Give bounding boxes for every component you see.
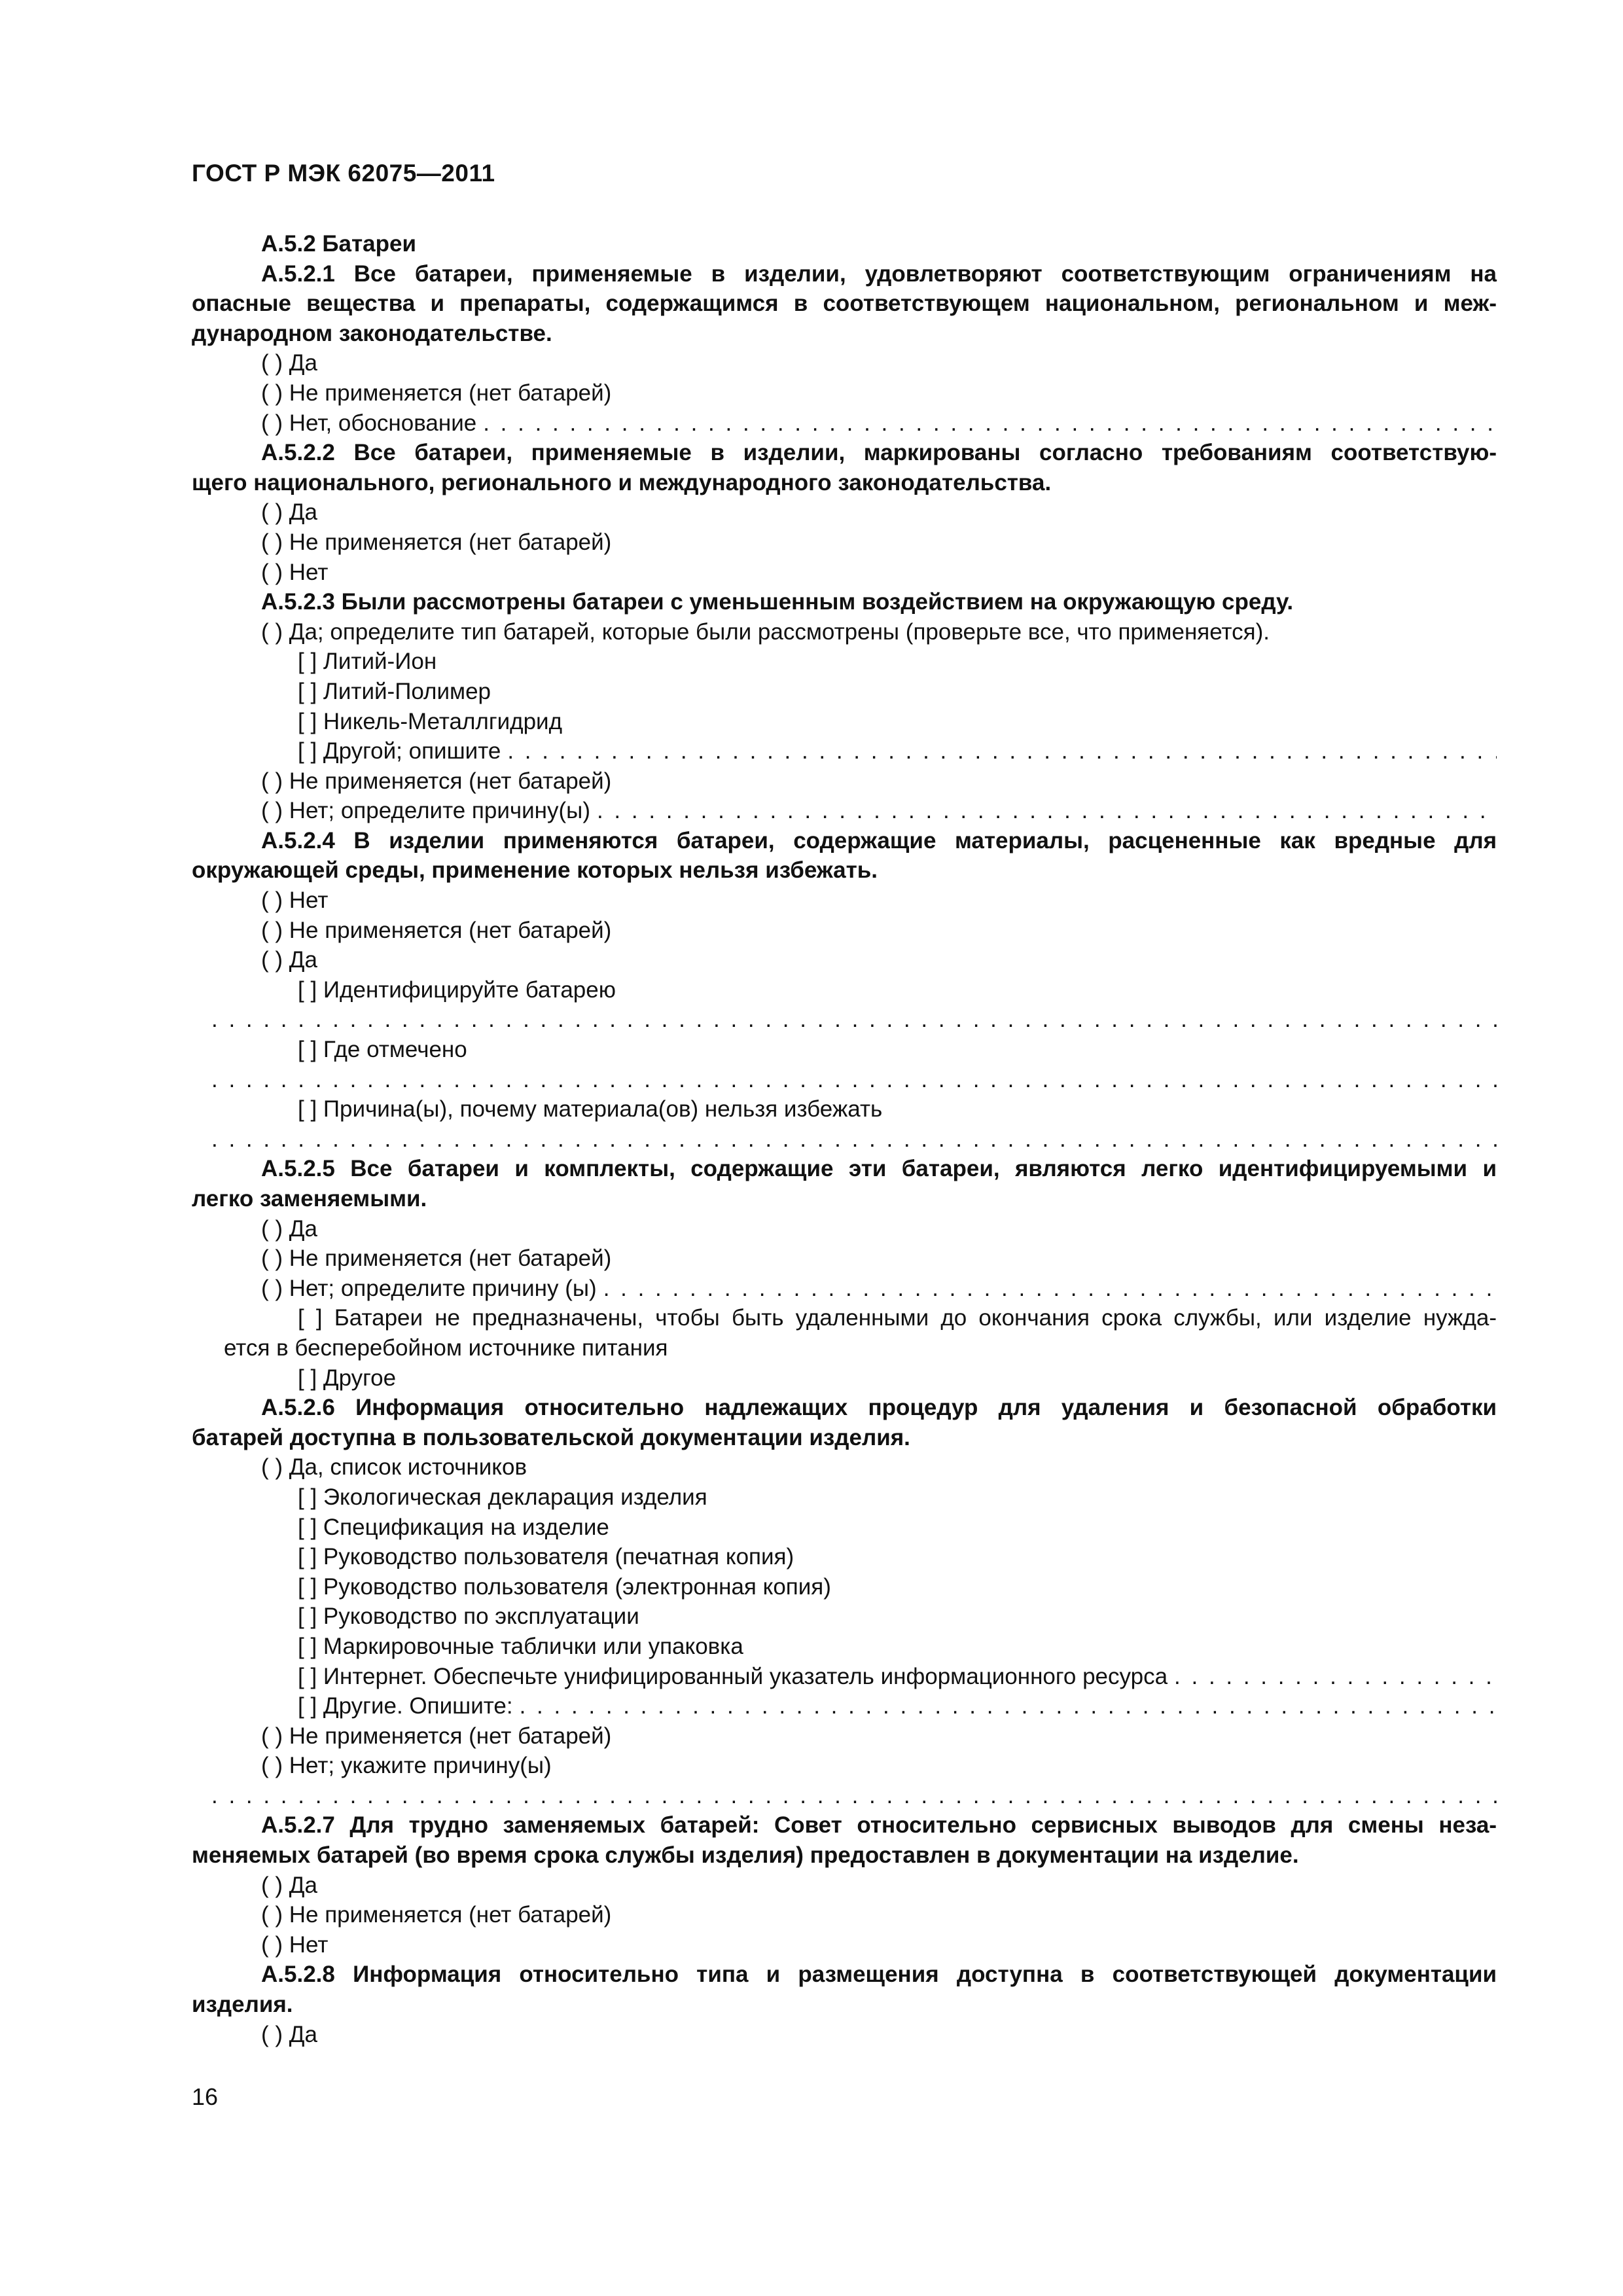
page-number: 16 xyxy=(192,2083,219,2110)
document-header: ГОСТ Р МЭК 62075—2011 xyxy=(192,160,495,187)
dotted-leader xyxy=(603,1274,1497,1304)
radio-option-na[interactable]: ( ) Не применяется (нет батарей) xyxy=(261,768,612,794)
checkbox-option[interactable]: [ ] Другой; опишите . . . xyxy=(192,736,1497,766)
radio-option-no[interactable]: ( ) Нет; укажите причину(ы) xyxy=(261,1753,552,1779)
radio-option-yes[interactable]: ( ) Да xyxy=(261,1872,317,1898)
dotted-leader xyxy=(507,736,1497,766)
dotted-leader xyxy=(211,1781,1497,1811)
question-text: легко заменяемыми. xyxy=(192,1186,427,1211)
checkbox-option[interactable]: [ ] Другое xyxy=(298,1365,397,1391)
radio-option-yes[interactable]: ( ) Да; определите тип батарей, которые были рассмотрены (проверьте все, что применяется). xyxy=(261,619,1270,645)
radio-option-no[interactable]: ( ) Нет xyxy=(261,559,329,585)
checkbox-option[interactable]: [ ] Руководство по эксплуатации xyxy=(298,1604,639,1630)
question-text: А.5.2.2 Все батареи, применяемые в изделии, маркированы согласно требованиям соответствую- xyxy=(261,440,1497,466)
section-title: А.5.2 Батареи xyxy=(261,231,416,257)
radio-option-yes[interactable]: ( ) Да xyxy=(261,350,317,376)
radio-option-yes[interactable]: ( ) Да xyxy=(261,1215,317,1242)
checkbox-option[interactable]: [ ] Идентифицируйте батарею xyxy=(298,977,616,1003)
checkbox-option[interactable]: [ ] Литий-Полимер xyxy=(298,678,491,704)
dotted-leader xyxy=(211,1124,1497,1155)
radio-option-no[interactable]: ( ) Нет; определите причину (ы) . . . xyxy=(192,1274,1497,1304)
radio-option-no[interactable]: ( ) Нет; определите причину(ы) . . . xyxy=(192,796,1497,826)
question-text: А.5.2.5 Все батареи и комплекты, содержащие эти батареи, являются легко идентифицируемыми и xyxy=(261,1156,1497,1182)
dotted-leader xyxy=(211,1065,1497,1095)
radio-option-na[interactable]: ( ) Не применяется (нет батарей) xyxy=(261,529,612,555)
question-text: меняемых батарей (во время срока службы изделия) предоставлен в документации на изделие. xyxy=(192,1842,1299,1869)
question-text: опасные вещества и препараты, содержащимся в соответствующем национальном, региональном и меж- xyxy=(192,291,1497,317)
checkbox-option-continuation: ется в бесперебойном источнике питания xyxy=(224,1335,668,1361)
dotted-leader xyxy=(1174,1662,1497,1692)
radio-option-no[interactable]: ( ) Нет xyxy=(261,888,329,914)
question-text: А.5.2.4 В изделии применяются батареи, содержащие материалы, расцененные как вредные для xyxy=(261,827,1497,853)
radio-option-na[interactable]: ( ) Не применяется (нет батарей) xyxy=(261,1723,612,1749)
question-text: дународном законодательстве. xyxy=(192,320,552,346)
question-text: щего национального, регионального и международного законодательства. xyxy=(192,469,1052,495)
checkbox-option[interactable]: [ ] Маркировочные таблички или упаковка xyxy=(298,1633,743,1659)
dotted-leader xyxy=(211,1005,1497,1035)
checkbox-option[interactable]: [ ] Руководство пользователя (печатная копия) xyxy=(298,1544,794,1570)
fill-in-line[interactable] xyxy=(192,1124,1497,1155)
checkbox-option[interactable]: [ ] Другие. Опишите: . . . xyxy=(192,1691,1497,1721)
checkbox-option[interactable]: [ ] Литий-Ион xyxy=(298,649,437,675)
checkbox-option[interactable]: [ ] Спецификация на изделие xyxy=(298,1514,609,1540)
checkbox-option[interactable]: [ ] Руководство пользователя (электронная копия) xyxy=(298,1573,831,1600)
radio-option-na[interactable]: ( ) Не применяется (нет батарей) xyxy=(261,1902,612,1928)
checkbox-option[interactable]: [ ] Где отмечено xyxy=(298,1037,467,1063)
question-text: А.5.2.6 Информация относительно надлежащих процедур для удаления и безопасной обработки xyxy=(261,1395,1497,1421)
question-text: окружающей среды, применение которых нельзя избежать. xyxy=(192,857,878,884)
radio-option-na[interactable]: ( ) Не применяется (нет батарей) xyxy=(261,1246,612,1272)
question-text: А.5.2.7 Для трудно заменяемых батарей: Совет относительно сервисных выводов для смены неза- xyxy=(261,1812,1497,1839)
dotted-leader xyxy=(520,1691,1497,1721)
dotted-leader xyxy=(597,796,1497,826)
question-text: А.5.2.1 Все батареи, применяемые в изделии, удовлетворяют соответствующим ограничениям на xyxy=(261,260,1497,287)
radio-option-yes[interactable]: ( ) Да, список источников xyxy=(261,1454,527,1480)
fill-in-line[interactable] xyxy=(192,1005,1497,1035)
checkbox-option[interactable]: [ ] Причина(ы), почему материала(ов) нельзя избежать xyxy=(298,1096,883,1122)
radio-option-yes[interactable]: ( ) Да xyxy=(261,947,317,973)
radio-option-yes[interactable]: ( ) Да xyxy=(261,2021,317,2047)
radio-option-yes[interactable]: ( ) Да xyxy=(261,499,317,526)
dotted-leader xyxy=(483,408,1497,439)
question-text: изделия. xyxy=(192,1992,293,2018)
question-text: батарей доступна в пользовательской документации изделия. xyxy=(192,1424,910,1450)
fill-in-line[interactable] xyxy=(192,1781,1497,1811)
radio-option-na[interactable]: ( ) Не применяется (нет батарей) xyxy=(261,917,612,943)
checkbox-option[interactable]: [ ] Батареи не предназначены, чтобы быть удаленными до окончания срока службы, или изделие нужда- xyxy=(298,1305,1497,1331)
checkbox-option[interactable]: [ ] Интернет. Обеспечьте унифицированный указатель информационного ресурса . . . xyxy=(192,1662,1497,1692)
document-body xyxy=(192,229,1497,2049)
question-text: А.5.2.3 Были рассмотрены батареи с уменьшенным воздействием на окружающую среду. xyxy=(261,589,1294,615)
checkbox-option[interactable]: [ ] Никель-Металлгидрид xyxy=(298,708,563,734)
radio-option-no[interactable]: ( ) Нет, обоснование . . . xyxy=(192,408,1497,439)
radio-option-na[interactable]: ( ) Не применяется (нет батарей) xyxy=(261,380,612,406)
fill-in-line[interactable] xyxy=(192,1065,1497,1095)
question-text: А.5.2.8 Информация относительно типа и размещения доступна в соответствующей документации xyxy=(261,1962,1497,1988)
checkbox-option[interactable]: [ ] Экологическая декларация изделия xyxy=(298,1484,707,1510)
radio-option-no[interactable]: ( ) Нет xyxy=(261,1931,329,1958)
